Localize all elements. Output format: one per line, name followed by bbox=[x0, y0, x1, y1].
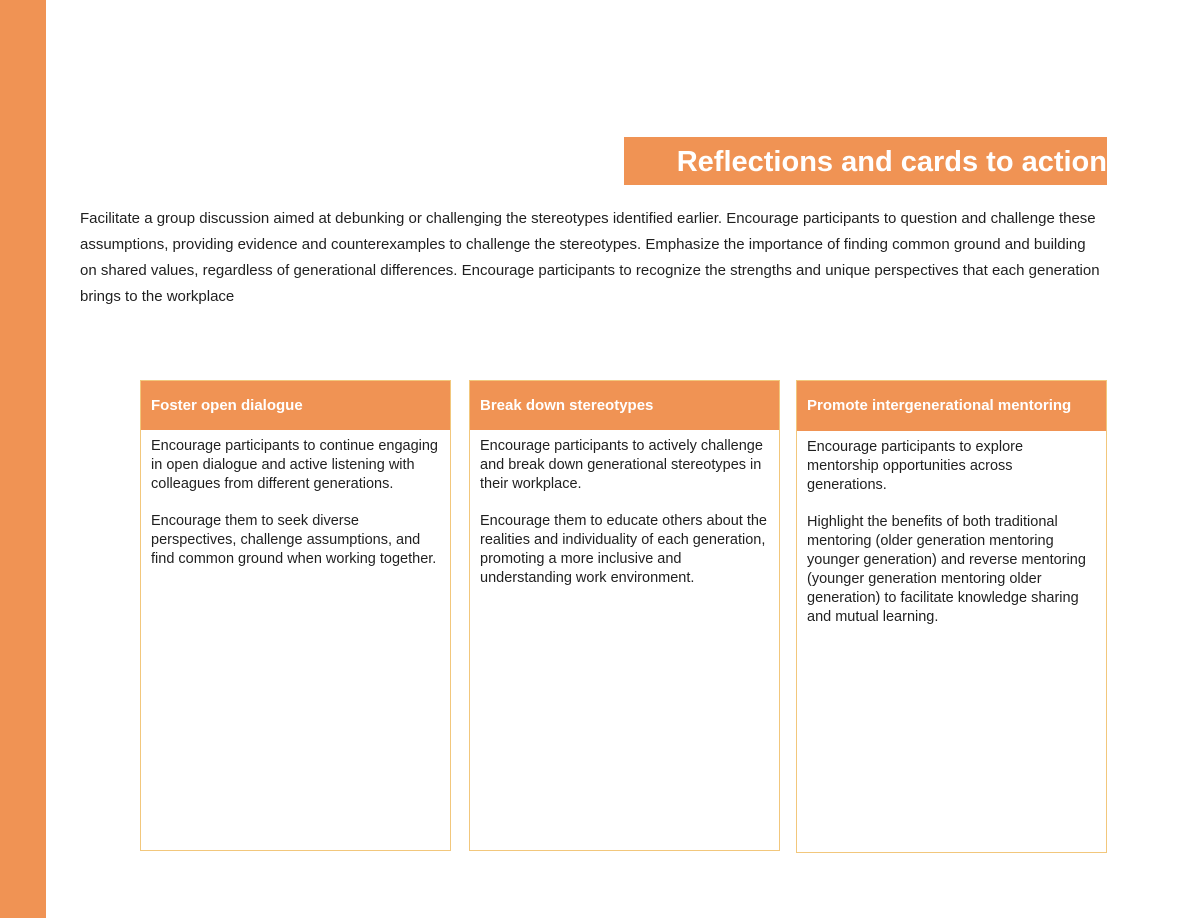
card-break-down-stereotypes bbox=[469, 380, 780, 851]
card-paragraph: Encourage them to seek diverse perspectives, challenge assumptions, and find common ground when working together. bbox=[151, 513, 437, 567]
intro-paragraph: Facilitate a group discussion aimed at debunking or challenging the stereotypes identified earlier. Encourage participants to question and challenge these assumptions, providing evidence and counterexamples to challenge the stereotypes. Emphasize the importance of finding common ground and building on shared values, regardless of generational differences. Encourage participants to recognize the strengths and unique perspectives that each generation brings to the workplace bbox=[80, 210, 1100, 305]
card-paragraph: Encourage participants to explore mentorship opportunities across generations. bbox=[807, 439, 1024, 493]
card-paragraph: Encourage participants to continue engaging in open dialogue and active listening with colleagues from different generations. bbox=[151, 438, 438, 492]
card-foster-open-dialogue bbox=[140, 380, 451, 851]
card-body bbox=[470, 430, 779, 588]
card-paragraph: Highlight the benefits of both traditional mentoring (older generation mentoring younger generation) and reverse mentoring (younger generation mentoring older generation) to facilitate knowledge sharing and mutual learning. bbox=[807, 514, 1086, 625]
side-accent-bar bbox=[0, 0, 46, 918]
card-promote-intergenerational-mentoring bbox=[796, 380, 1107, 853]
card-heading: Foster open dialogue bbox=[141, 381, 450, 430]
card-paragraph: Encourage them to educate others about the realities and individuality of each generation, promoting a more inclusive and understanding work environment. bbox=[480, 513, 767, 586]
card-paragraph: Encourage participants to actively challenge and break down generational stereotypes in their workplace. bbox=[480, 438, 763, 492]
card-heading: Break down stereotypes bbox=[470, 381, 779, 430]
card-heading: Promote intergenerational mentoring bbox=[797, 381, 1106, 431]
card-body bbox=[141, 430, 450, 569]
card-body bbox=[797, 431, 1106, 627]
page-title: Reflections and cards to action bbox=[624, 137, 1107, 185]
